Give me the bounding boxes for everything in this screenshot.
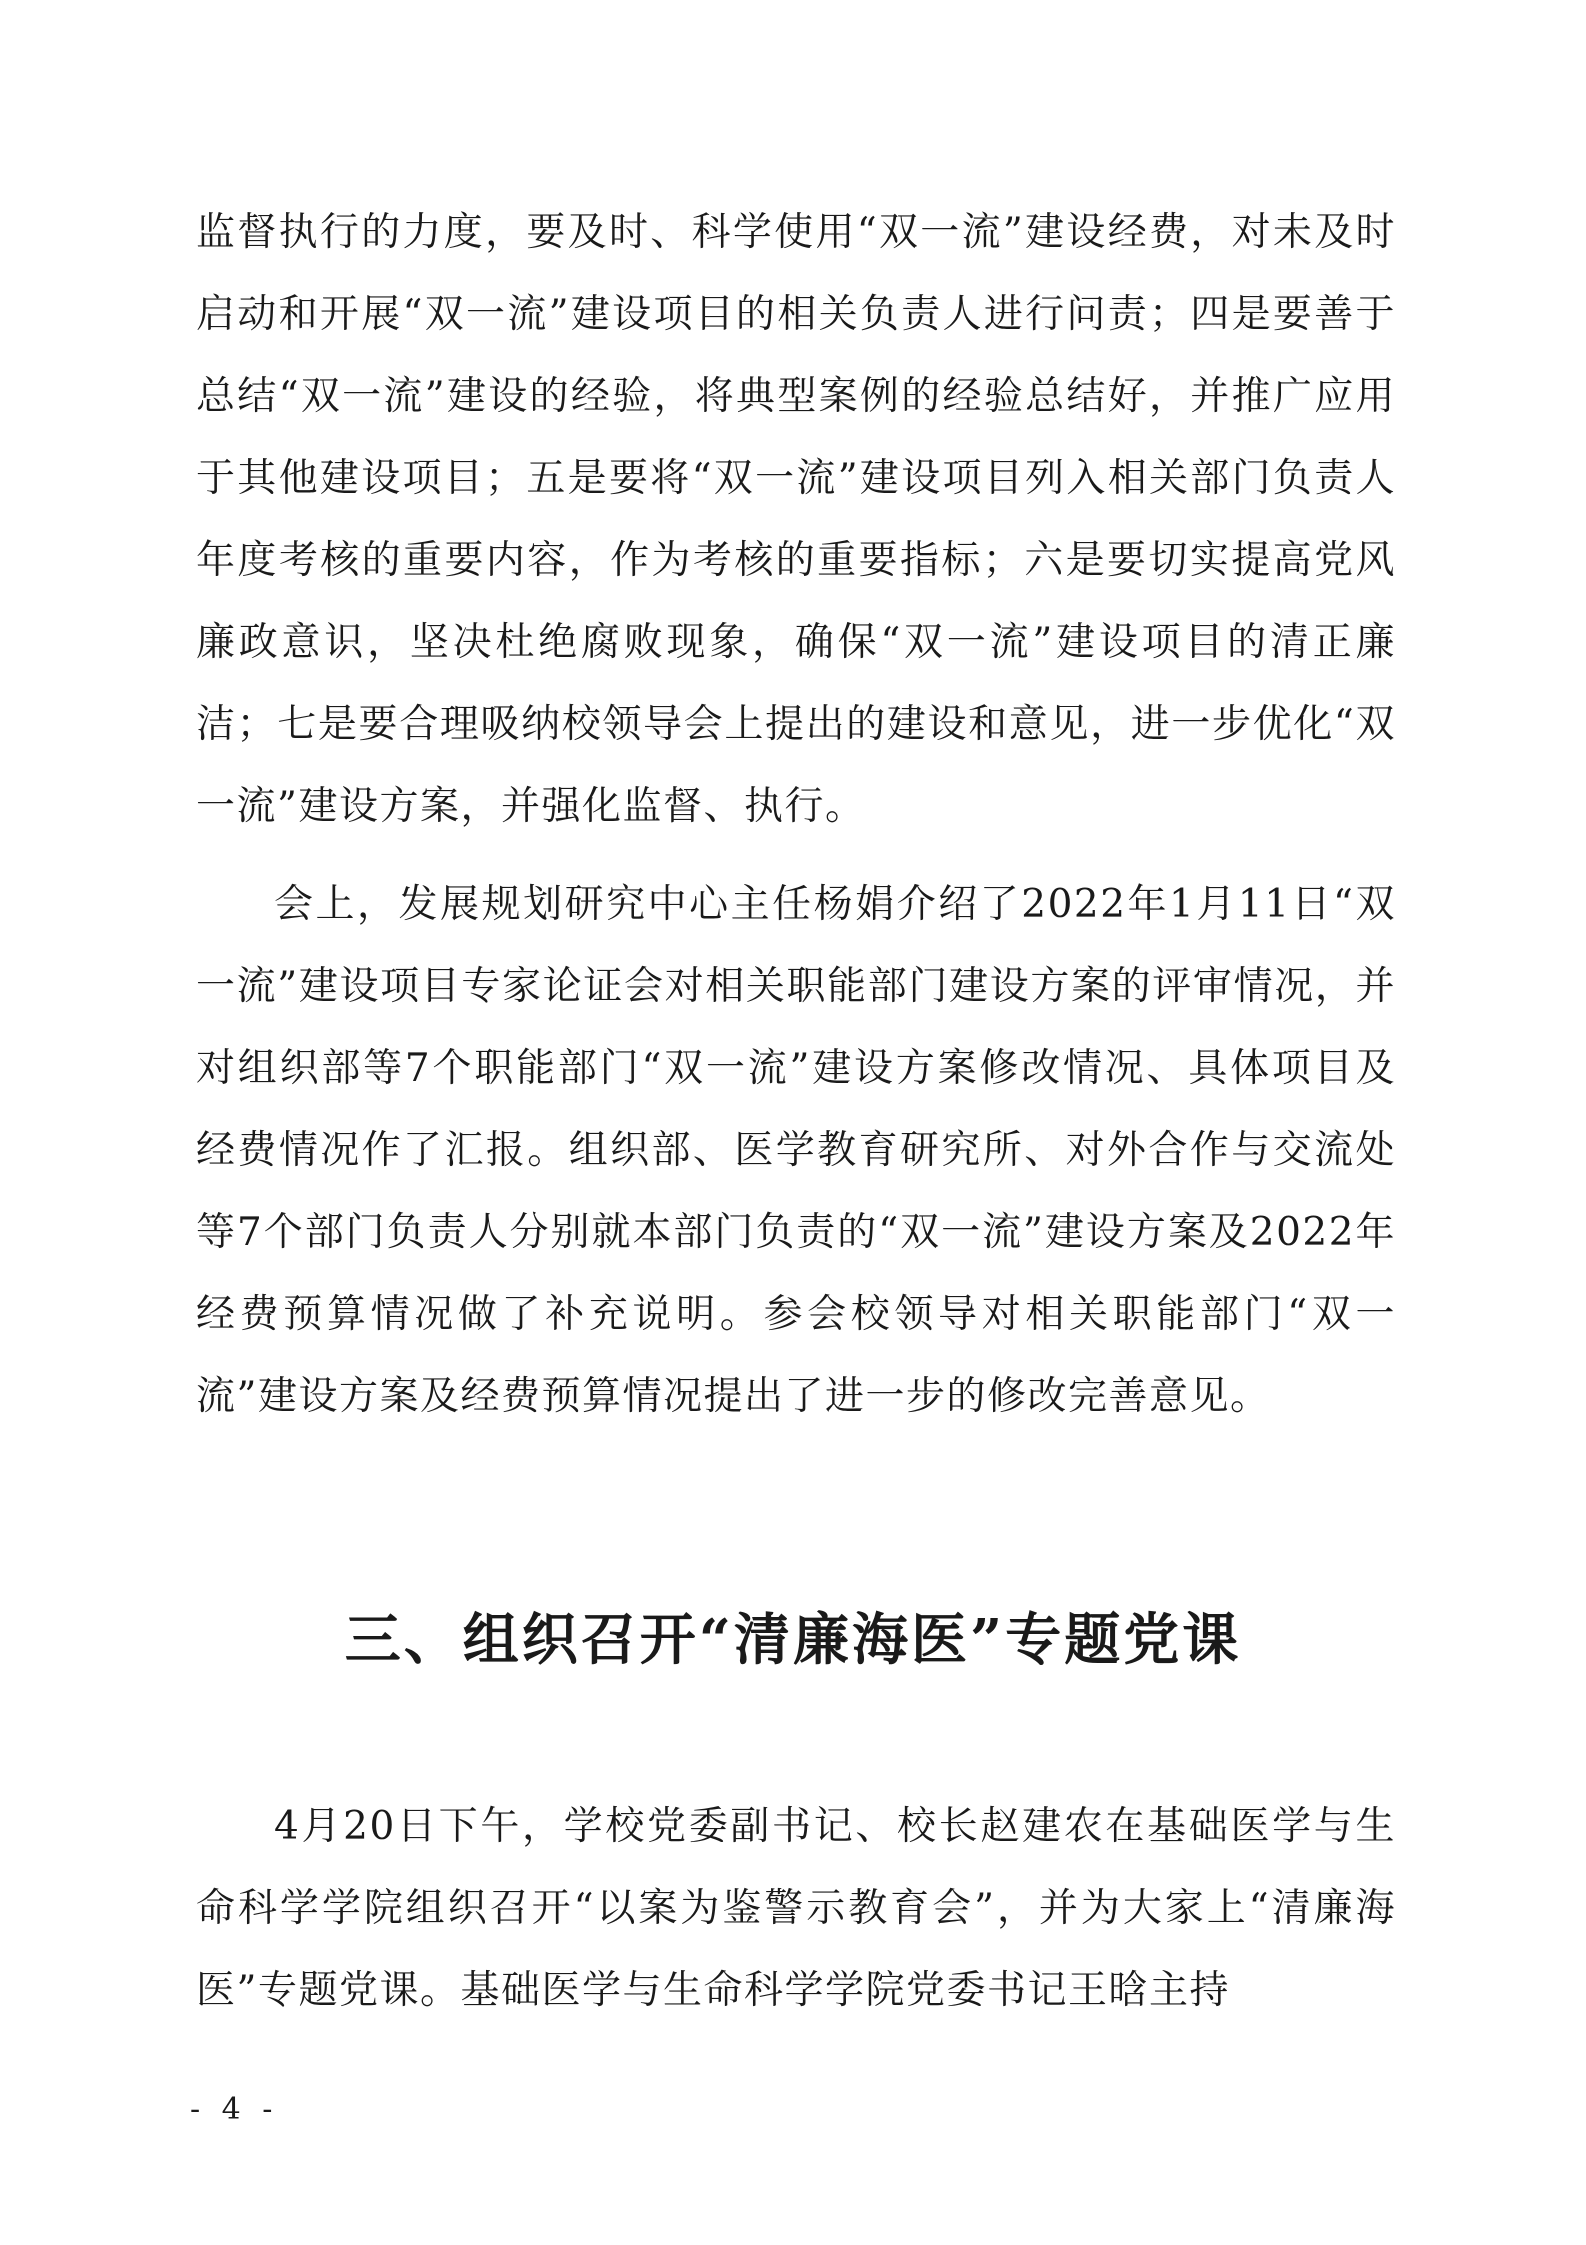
paragraph-meeting-report: 会上，发展规划研究中心主任杨娟介绍了2022年1月11日“双一流”建设项目专家论证会对相关职能部门建设方案的评审情况，并对组织部等7个职能部门“双一流”建设方案修改情况、具体项目及经费情况作了汇报。组织部、医学教育研究所、对外合作与交流处等7个部门负责人分别就本部门负责的“双一流”建设方案及2022年经费预算情况做了补充说明。参会校领导对相关职能部门“双一流”建设方案及经费预算情况提出了进一步的修改完善意见。 (196, 882, 1396, 1419)
paragraph-supervision-accountability: 监督执行的力度，要及时、科学使用“双一流”建设经费，对未及时启动和开展“双一流”建设项目的相关负责人进行问责；四是要善于总结“双一流”建设的经验，将典型案例的经验总结好，并推广应用于其他建设项目；五是要将“双一流”建设项目列入相关部门负责人年度考核的重要内容，作为考核的重要指标；六是要切实提高党风廉政意识，坚决杜绝腐败现象，确保“双一流”建设项目的清正廉洁；七是要合理吸纳校领导会上提出的建设和意见，进一步优化“双一流”建设方案，并强化监督、执行。 (196, 210, 1396, 829)
section-heading: 三、组织召开“清廉海医”专题党课 (344, 1607, 1242, 1673)
paragraph-party-lecture: 4月20日下午，学校党委副书记、校长赵建农在基础医学与生命科学学院组织召开“以案为鉴警示教育会”，并为大家上“清廉海医”专题党课。基础医学与生命科学学院党委书记王晗主持 (196, 1804, 1396, 2013)
page-number: - 4 - (190, 2092, 279, 2127)
